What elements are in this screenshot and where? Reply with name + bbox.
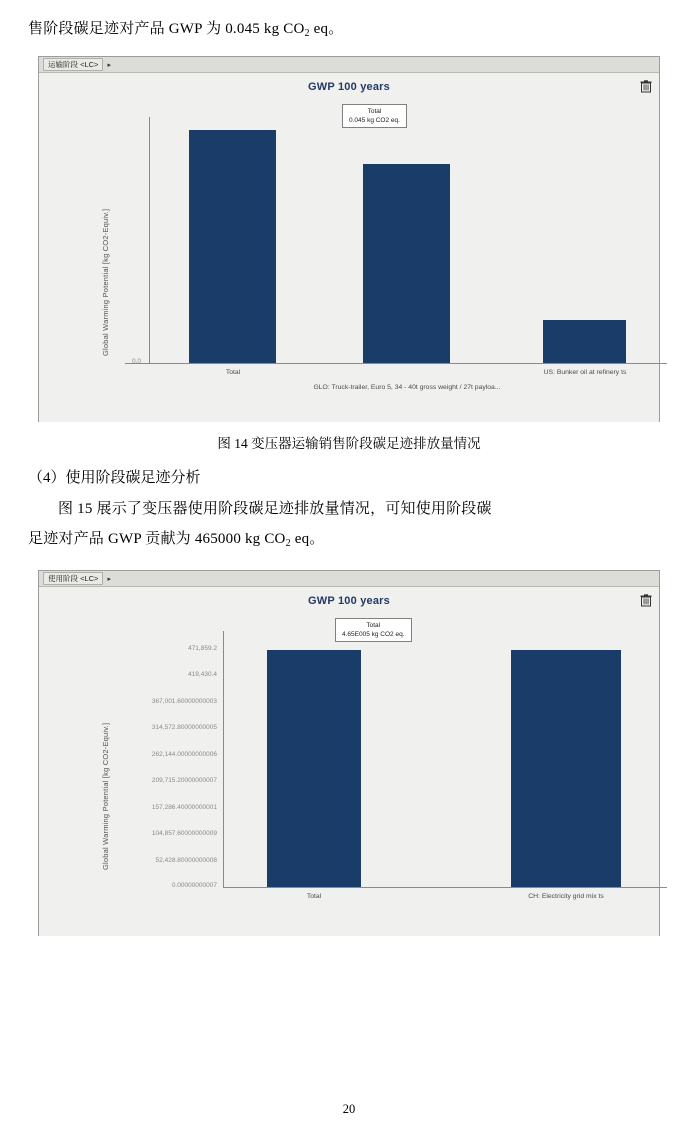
- figure14-y-tick-0: 0.0: [131, 358, 141, 365]
- figure14-x-label-2: US: Bunker oil at refinery ts: [543, 369, 627, 376]
- figure15-y-axis-line: [223, 631, 224, 887]
- paragraph-text-tail: eq。: [309, 21, 344, 37]
- figure15-chart-panel[interactable]: [38, 570, 660, 936]
- figure15-y-tick-2: 367,001.60000000003: [151, 698, 217, 705]
- paragraph2-text-b: 足迹对产品 GWP 贡献为 465000 kg CO: [28, 531, 286, 547]
- figure15-x-axis-line: [223, 887, 667, 888]
- figure15-y-tick-5: 209,715.20000000007: [151, 777, 217, 784]
- figure14-bar-total[interactable]: [189, 130, 276, 363]
- subscript-2: 2: [304, 28, 310, 39]
- figure14-x-label-0: Total: [225, 369, 241, 376]
- figure15-total-label: Total: [366, 622, 381, 629]
- figure14-tabbar[interactable]: [39, 57, 659, 73]
- figure14-total-annotation: [342, 104, 407, 128]
- figure15-plot-body: [39, 587, 659, 936]
- figure15-y-tick-1: 419,430.4: [188, 671, 217, 678]
- figure15-y-tick-6: 157,286.40000000001: [151, 804, 217, 811]
- figure14-total-label: Total: [367, 108, 382, 115]
- chevron-right-icon[interactable]: ▸: [107, 60, 111, 69]
- figure14-bar-truck-trailer[interactable]: [363, 164, 450, 363]
- trash-icon[interactable]: [640, 80, 652, 93]
- figure14-chart-panel[interactable]: [38, 56, 660, 422]
- figure15-total-annotation: [335, 618, 412, 642]
- section-heading-use-phase: （4）使用阶段碳足迹分析: [28, 470, 201, 486]
- paragraph-use-phase-intro: [28, 494, 670, 524]
- figure15-x-label-0: Total: [306, 893, 322, 900]
- paragraph-transport-result: [28, 0, 670, 46]
- page-number: 20: [342, 1102, 356, 1116]
- paragraph-use-phase-result: [28, 524, 670, 556]
- figure15-y-tick-3: 314,572.80000000005: [151, 724, 217, 731]
- figure14-x-axis-line: [125, 363, 667, 364]
- figure15-y-tick-0: 471,859.2: [188, 645, 217, 652]
- figure14-x-label-1: GLO: Truck-trailer, Euro 5, 34 - 40t gross weight / 27t payloa...: [313, 384, 501, 391]
- figure15-tab-label[interactable]: 使用阶段 <LC>: [43, 572, 103, 585]
- figure14-total-value: 0.045 kg CO2 eq.: [349, 117, 400, 124]
- subscript-2b: 2: [285, 538, 291, 549]
- figure15-total-value: 4.65E005 kg CO2 eq.: [342, 631, 405, 638]
- figure14-caption: 图 14 变压器运输销售阶段碳足迹排放量情况: [217, 436, 481, 451]
- figure14-y-axis-line: [149, 117, 150, 363]
- paragraph2-text-a: 图 15 展示了变压器使用阶段碳足迹排放量情况，可知使用阶段碳: [58, 501, 492, 517]
- paragraph-text: 售阶段碳足迹对产品 GWP 为 0.045 kg CO: [28, 21, 305, 37]
- figure15-bar-total[interactable]: [267, 650, 361, 887]
- figure15-bar-electricity-grid-mix[interactable]: [511, 650, 621, 887]
- figure15-y-tick-7: 104,857.60000000009: [151, 830, 217, 837]
- figure15-y-tick-9: 0.00000000007: [171, 882, 217, 889]
- figure14-plot-body: [39, 73, 659, 422]
- figure14-chart-title: GWP 100 years: [308, 81, 390, 93]
- figure14-y-axis-title: Global Warming Potential [kg CO2-Equiv.]: [101, 208, 110, 356]
- chevron-right-icon[interactable]: ▸: [107, 574, 111, 583]
- trash-icon[interactable]: [640, 594, 652, 607]
- paragraph2-text-tail: eq。: [290, 531, 325, 547]
- figure15-y-tick-4: 262,144.00000000006: [151, 751, 217, 758]
- figure15-x-label-1: CH: Electricity grid mix ts: [528, 893, 604, 900]
- figure15-chart-title: GWP 100 years: [308, 595, 390, 607]
- figure15-tabbar[interactable]: [39, 571, 659, 587]
- figure15-y-axis-title: Global Warming Potential [kg CO2-Equiv.]: [101, 722, 110, 870]
- figure14-tab-label[interactable]: 运输阶段 <LC>: [43, 58, 103, 71]
- figure15-y-tick-8: 52,428.80000000008: [155, 857, 217, 864]
- figure14-bar-bunker-oil[interactable]: [543, 320, 626, 363]
